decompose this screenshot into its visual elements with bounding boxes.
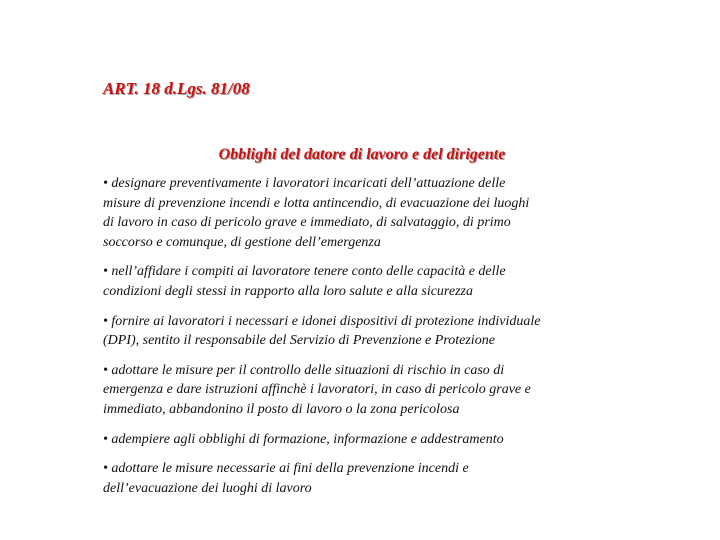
- list-item-line: • designare preventivamente i lavoratori incaricati dell’attuazione delle: [103, 176, 506, 191]
- list-item-line: • adempiere agli obblighi di formazione, informazione e addestramento: [103, 431, 504, 447]
- list-item: [103, 361, 623, 420]
- list-item-line: • nell’affidare i compiti ai lavoratore tenere conto delle capacità e delle: [103, 264, 506, 280]
- list-item-line: • adottare le misure necessarie ai fini della prevenzione incendi e: [103, 461, 469, 477]
- list-item-line: emergenza e dare istruzioni affinchè i lavoratori, in caso di pericolo grave e: [103, 382, 531, 398]
- list-item-line: • fornire ai lavoratori i necessari e idonei dispositivi di protezione individuale: [103, 313, 541, 329]
- list-item: [103, 430, 623, 450]
- list-item: [103, 459, 623, 498]
- list-item: [103, 262, 623, 301]
- article-title: ART. 18 d.Lgs. 81/08: [103, 79, 250, 98]
- section-subtitle-text: Obblighi del datore di lavoro e del dirigente: [218, 146, 506, 163]
- list-item-line: condizioni degli stessi in rapporto alla loro salute e alla sicurezza: [103, 283, 473, 299]
- list-item-line: dell’evacuazione dei luoghi di lavoro: [103, 480, 312, 496]
- list-item-line: di lavoro in caso di pericolo grave e immediato, di salvataggio, di primo: [103, 215, 511, 231]
- list-item-line: soccorso e comunque, di gestione dell’emergenza: [103, 234, 381, 250]
- list-item: [103, 312, 623, 351]
- list-item-line: misure di prevenzione incendi e lotta antincendio, di evacuazione dei luoghi: [103, 195, 530, 211]
- list-item-line: (DPI), sentito il responsabile del Servizio di Prevenzione e Protezione: [103, 333, 495, 349]
- list-item-line: immediato, abbandonino il posto di lavoro o la zona pericolosa: [103, 401, 460, 417]
- list-item: [103, 174, 623, 252]
- obligations-list: [103, 174, 623, 508]
- list-item-line: • adottare le misure per il controllo delle situazioni di rischio in caso di: [103, 362, 505, 378]
- section-subtitle: [0, 146, 720, 164]
